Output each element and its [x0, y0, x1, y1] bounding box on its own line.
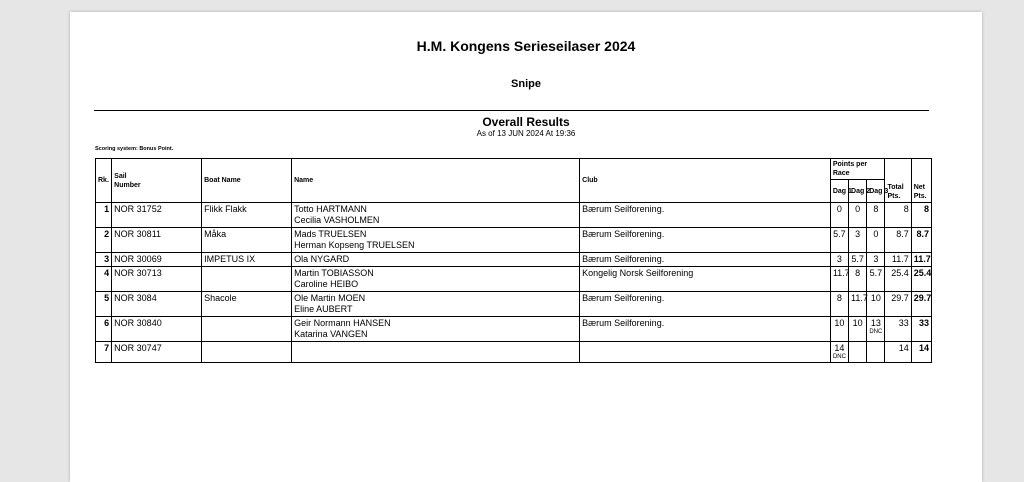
net-points-cell: 8 [911, 203, 931, 228]
club-cell: Bærum Seilforening. [580, 317, 831, 342]
race-points-cell: 8 [849, 267, 867, 292]
sailor-names-cell: Martin TOBIASSON Caroline HEIBO [292, 267, 580, 292]
scoring-system: Scoring system: Bonus Point. [95, 146, 174, 152]
race-points-cell [849, 342, 867, 363]
club-cell [580, 342, 831, 363]
race-points-cell: 8 [830, 292, 848, 317]
club-cell: Bærum Seilforening. [580, 292, 831, 317]
rank-cell: 3 [96, 253, 112, 267]
total-points-cell: 29.7 [885, 292, 911, 317]
race-points-cell: 0 [867, 228, 885, 253]
net-points-cell: 8.7 [911, 228, 931, 253]
rank-cell: 1 [96, 203, 112, 228]
total-points-cell: 14 [885, 342, 911, 363]
total-points-cell: 11.7 [885, 253, 911, 267]
col-total-pts: Total Pts. [885, 159, 911, 203]
col-dag-2: Dag 2 [849, 180, 867, 203]
col-points-per-race: Points per Race [830, 159, 885, 180]
table-row [96, 317, 932, 342]
col-net-pts: Net Pts. [911, 159, 931, 203]
sail-number-cell: NOR 30811 [112, 228, 202, 253]
race-points-cell: 13 DNC [867, 317, 885, 342]
rank-cell: 5 [96, 292, 112, 317]
sailor-names-cell: Geir Normann HANSEN Katarina VANGEN [292, 317, 580, 342]
race-points-cell: 10 [849, 317, 867, 342]
class-title: Snipe [511, 78, 541, 90]
results-title: Overall Results [482, 115, 570, 129]
col-club: Club [580, 159, 831, 203]
net-points-cell: 29.7 [911, 292, 931, 317]
table-row [96, 292, 932, 317]
table-row [96, 253, 932, 267]
race-points-cell: 0 [849, 203, 867, 228]
club-cell: Bærum Seilforening. [580, 228, 831, 253]
boat-name-cell [202, 317, 292, 342]
table-row [96, 228, 932, 253]
sail-number-cell: NOR 30069 [112, 253, 202, 267]
net-points-cell: 33 [911, 317, 931, 342]
col-dag-1: Dag 1 [830, 180, 848, 203]
boat-name-cell: Flikk Flakk [202, 203, 292, 228]
boat-name-cell [202, 267, 292, 292]
club-cell: Bærum Seilforening. [580, 253, 831, 267]
table-row [96, 267, 932, 292]
results-body [96, 203, 932, 363]
table-row [96, 342, 932, 363]
race-points-cell: 3 [830, 253, 848, 267]
race-points-cell: 11.7 [830, 267, 848, 292]
table-row [96, 203, 932, 228]
sail-number-cell: NOR 3084 [112, 292, 202, 317]
boat-name-cell: Måka [202, 228, 292, 253]
total-points-cell: 8.7 [885, 228, 911, 253]
sailor-names-cell [292, 342, 580, 363]
race-points-cell: 10 [830, 317, 848, 342]
race-points-cell: 8 [867, 203, 885, 228]
col-name: Name [292, 159, 580, 203]
sailor-names-cell: Ola NYGARD [292, 253, 580, 267]
rank-cell: 4 [96, 267, 112, 292]
total-points-cell: 8 [885, 203, 911, 228]
boat-name-cell [202, 342, 292, 363]
sailor-names-cell: Mads TRUELSEN Herman Kopseng TRUELSEN [292, 228, 580, 253]
sail-number-cell: NOR 31752 [112, 203, 202, 228]
rank-cell: 6 [96, 317, 112, 342]
race-points-cell: 11.7 [849, 292, 867, 317]
results-table [95, 158, 932, 363]
col-sail-number: Sail Number [112, 159, 202, 203]
total-points-cell: 25.4 [885, 267, 911, 292]
boat-name-cell: Shacole [202, 292, 292, 317]
sail-number-cell: NOR 30713 [112, 267, 202, 292]
total-points-cell: 33 [885, 317, 911, 342]
race-points-cell: 5.7 [867, 267, 885, 292]
race-points-cell: 5.7 [849, 253, 867, 267]
header-divider [94, 110, 929, 111]
rank-cell: 7 [96, 342, 112, 363]
sail-number-cell: NOR 30747 [112, 342, 202, 363]
event-title: H.M. Kongens Serieseilaser 2024 [416, 38, 636, 54]
rank-cell: 2 [96, 228, 112, 253]
sailor-names-cell: Ole Martin MOEN Eline AUBERT [292, 292, 580, 317]
race-points-cell: 5.7 [830, 228, 848, 253]
net-points-cell: 11.7 [911, 253, 931, 267]
col-boat-name: Boat Name [202, 159, 292, 203]
col-rank: Rk. [96, 159, 112, 203]
col-dag-3: Dag 3 [867, 180, 885, 203]
race-points-cell: 14 DNC [830, 342, 848, 363]
net-points-cell: 14 [911, 342, 931, 363]
results-page [70, 12, 982, 482]
as-of-timestamp: As of 13 JUN 2024 At 19:36 [476, 129, 576, 138]
sailor-names-cell: Totto HARTMANN Cecilia VASHOLMEN [292, 203, 580, 228]
sail-number-cell: NOR 30840 [112, 317, 202, 342]
race-points-cell: 0 [830, 203, 848, 228]
race-points-cell: 3 [849, 228, 867, 253]
race-points-cell: 10 [867, 292, 885, 317]
race-points-cell [867, 342, 885, 363]
race-points-cell: 3 [867, 253, 885, 267]
net-points-cell: 25.4 [911, 267, 931, 292]
table-header-row [96, 159, 932, 180]
boat-name-cell: IMPETUS IX [202, 253, 292, 267]
club-cell: Bærum Seilforening. [580, 203, 831, 228]
club-cell: Kongelig Norsk Seilforening [580, 267, 831, 292]
